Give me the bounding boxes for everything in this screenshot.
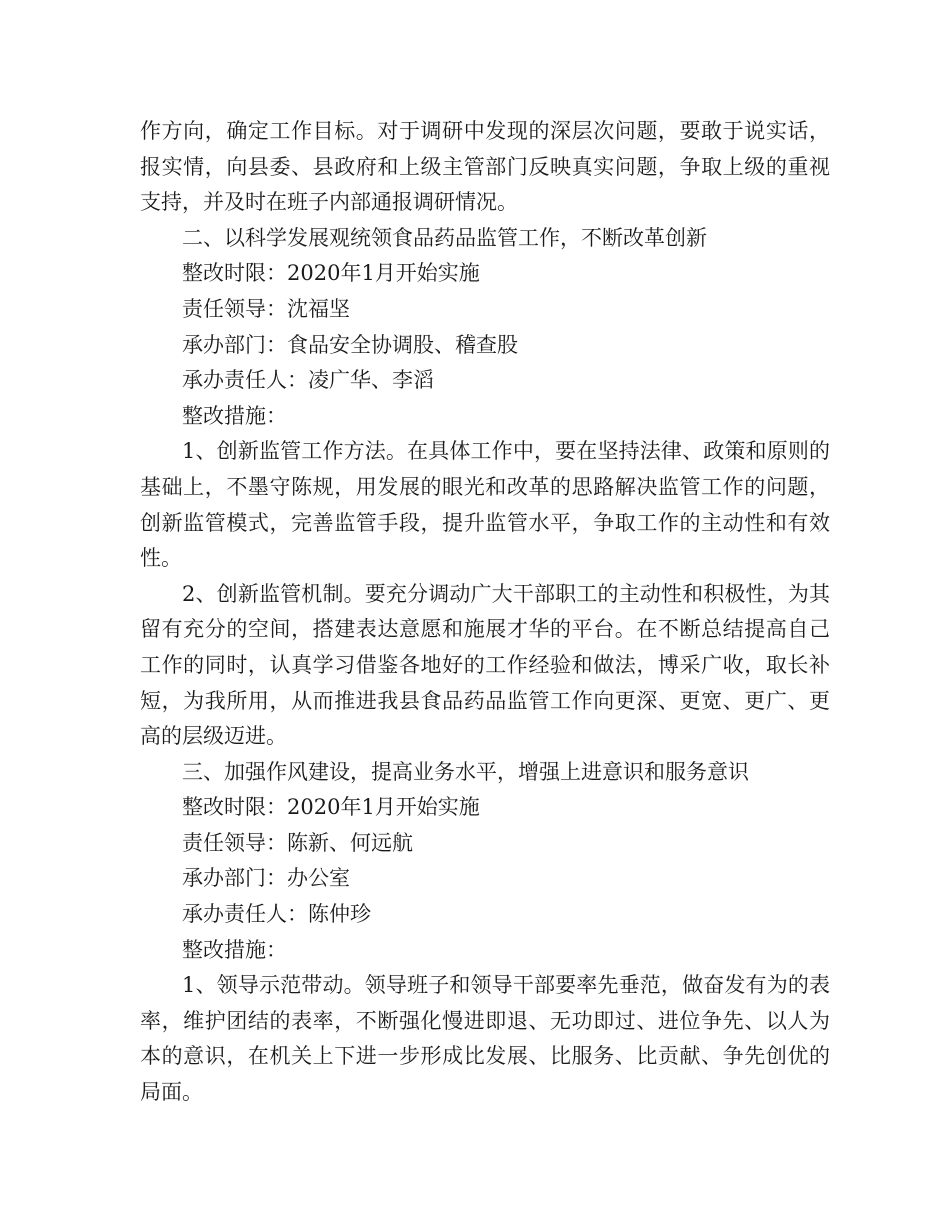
measure-paragraph: 1、领导示范带动。领导班子和领导干部要率先垂范，做奋发有为的表率，维护团结的表率，不断强化慢进即退、无功即过、进位争先、以人为本的意识，在机关上下进一步形成比发展、比服务、比贡献、争先创优的局面。 — [140, 973, 830, 1105]
department-line: 承办部门：食品安全协调股、稽查股 — [182, 332, 518, 357]
responsible-leader-line: 责任领导：沈福坚 — [182, 296, 350, 321]
section-heading-3: 三、加强作风建设，提高业务水平，增强上进意识和服务意识 — [182, 759, 749, 784]
document-body — [140, 114, 830, 1111]
measure-paragraph: 2、创新监管机制。要充分调动广大干部职工的主动性和积极性，为其留有充分的空间，搭建表达意愿和施展才华的平台。在不断总结提高自己工作的同时，认真学习借鉴各地好的工作经验和做法，博采广收，取长补短，为我所用，从而推进我县食品药品监管工作向更深、更宽、更广、更高的层级迈进。 — [140, 581, 830, 749]
paragraph-continuation: 作方向，确定工作目标。对于调研中发现的深层次问题，要敢于说实话，报实情，向县委、县政府和上级主管部门反映真实问题，争取上级的重视支持，并及时在班子内部通报调研情况。 — [140, 119, 830, 215]
deadline-line: 整改时限：2020年1月开始实施 — [182, 261, 480, 286]
measures-label: 整改措施： — [182, 937, 287, 962]
department-line: 承办部门：办公室 — [182, 866, 350, 891]
section-heading-2: 二、以科学发展观统领食品药品监管工作，不断改革创新 — [182, 225, 707, 250]
responsible-person-line: 承办责任人：凌广华、李滔 — [182, 368, 434, 393]
responsible-person-line: 承办责任人：陈仲珍 — [182, 902, 371, 927]
measures-label: 整改措施： — [182, 403, 287, 428]
measure-paragraph: 1、创新监管工作方法。在具体工作中，要在坚持法律、政策和原则的基础上，不墨守陈规，用发展的眼光和改革的思路解决监管工作的问题，创新监管模式，完善监管手段，提升监管水平，争取工作的主动性和有效性。 — [140, 439, 830, 571]
deadline-line: 整改时限：2020年1月开始实施 — [182, 795, 480, 820]
responsible-leader-line: 责任领导：陈新、何远航 — [182, 830, 413, 855]
